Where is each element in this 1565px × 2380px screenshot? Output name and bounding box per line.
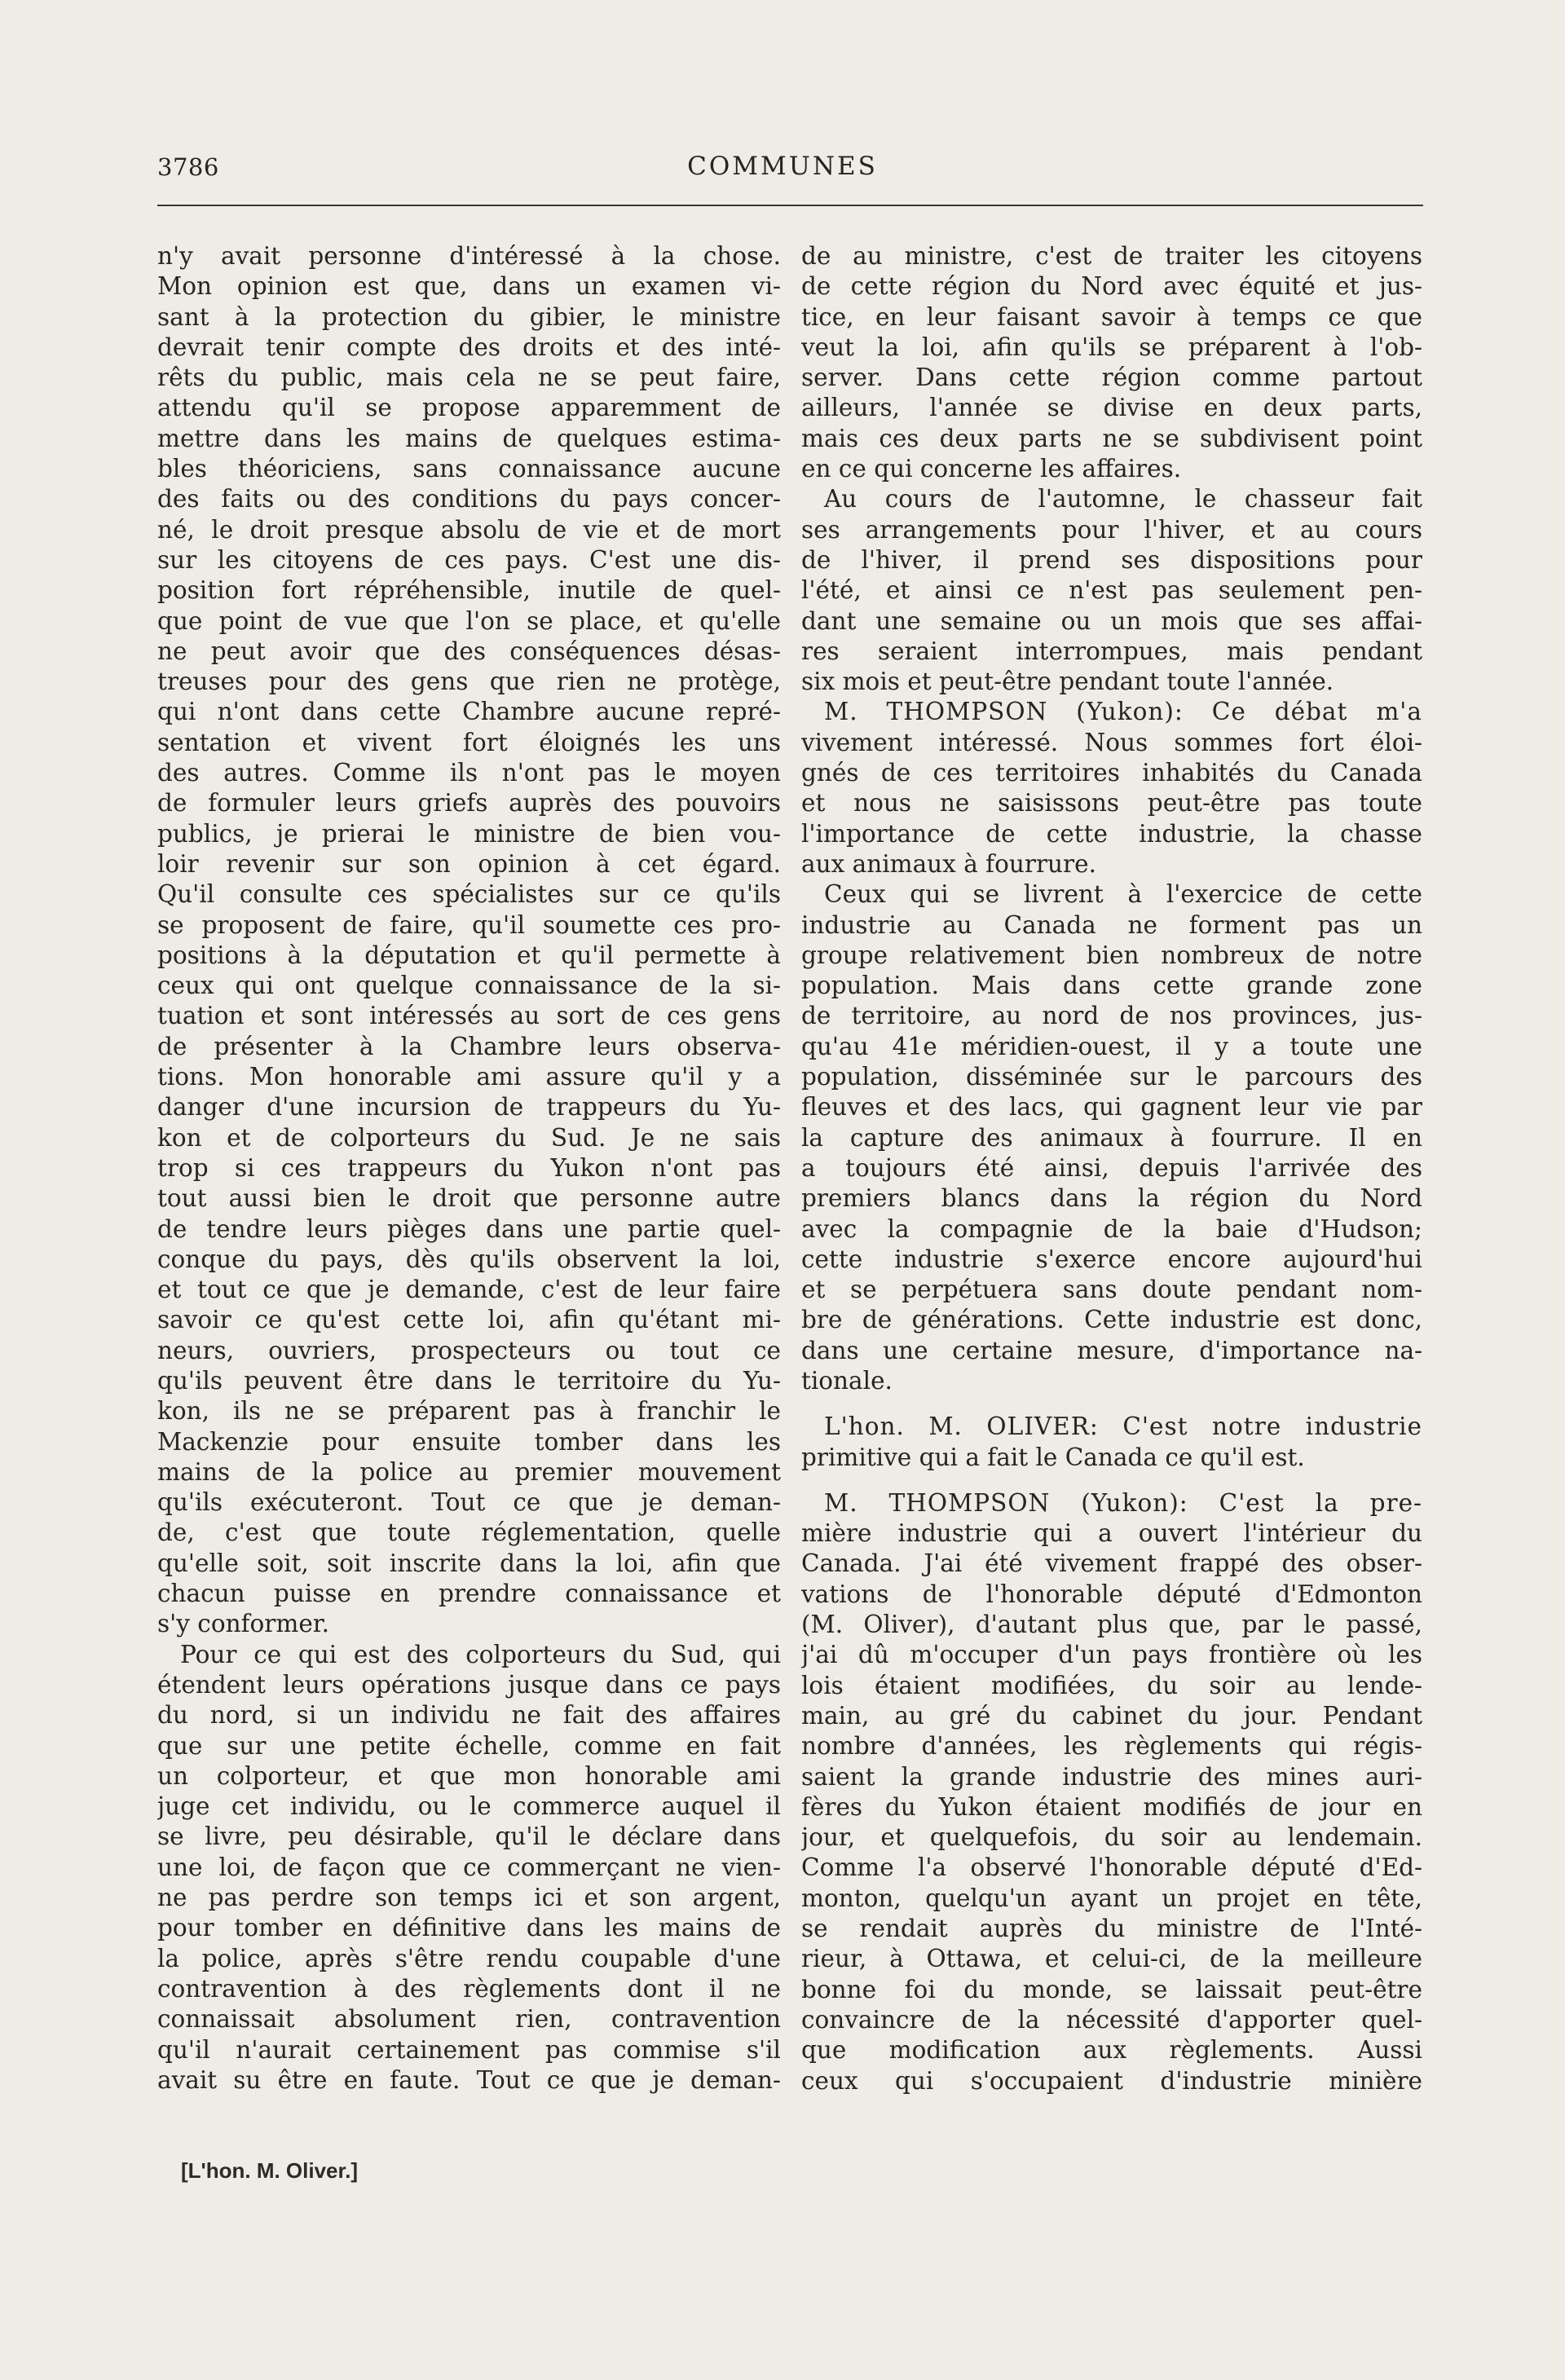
text-line: se proposent de faire, qu'il soumette ces pro-	[157, 910, 781, 939]
text-line: ceux qui ont quelque connaissance de la si-	[157, 972, 781, 1000]
text-line: sentation et vivent fort éloignés les uns	[157, 728, 781, 756]
text-line: dant une semaine ou un mois que ses affai-	[801, 606, 1422, 635]
text-line: bre de générations. Cette industrie est donc,	[801, 1306, 1422, 1334]
text-line: que point de vue que l'on se place, et qu'elle	[157, 606, 781, 635]
right-column	[801, 241, 1422, 2096]
text-line: lois étaient modifiées, du soir au lende-	[801, 1671, 1422, 1699]
text-line: ses arrangements pour l'hiver, et au cours	[801, 515, 1422, 544]
text-line: (M. Oliver), d'autant plus que, par le passé,	[801, 1611, 1422, 1639]
text-line: tionale.	[801, 1366, 893, 1395]
text-line: vations de l'honorable député d'Edmonton	[801, 1580, 1422, 1608]
text-line: l'importance de cette industrie, la chasse	[801, 819, 1422, 848]
text-line: Qu'il consulte ces spécialistes sur ce qu'ils	[157, 880, 781, 909]
text-line: qu'ils exécuteront. Tout ce que je deman-	[157, 1488, 781, 1517]
text-line: mière industrie qui a ouvert l'intérieur du	[801, 1519, 1422, 1548]
text-line: juge cet individu, ou le commerce auquel il	[157, 1792, 781, 1821]
text-line: a toujours été ainsi, depuis l'arrivée des	[801, 1153, 1422, 1182]
text-line: tout aussi bien le droit que personne autre	[157, 1184, 781, 1213]
speaker-footnote: [L'hon. M. Oliver.]	[181, 2158, 359, 2183]
text-line: nombre d'années, les règlements qui régis-	[801, 1732, 1422, 1761]
text-line: une loi, de façon que ce commerçant ne vien-	[157, 1853, 781, 1881]
text-line: convaincre de la nécessité d'apporter quel-	[801, 2005, 1422, 2034]
text-line: un colporteur, et que mon honorable ami	[157, 1761, 781, 1790]
text-line: qu'elle soit, soit inscrite dans la loi, afin que	[157, 1549, 781, 1577]
speaker-line: M. THOMPSON (Yukon): C'est la pre-	[824, 1488, 1422, 1517]
text-line: né, le droit presque absolu de vie et de mort	[157, 515, 781, 544]
text-line: Pour ce qui est des colporteurs du Sud, qui	[180, 1640, 781, 1668]
text-line: Ceux qui se livrent à l'exercice de cette	[824, 880, 1422, 909]
text-line: Mackenzie pour ensuite tomber dans les	[157, 1427, 781, 1456]
text-line: position fort répréhensible, inutile de quel-	[157, 576, 781, 605]
text-line: mettre dans les mains de quelques estima-	[157, 424, 781, 452]
text-line: mais ces deux parts ne se subdivisent point	[801, 424, 1422, 452]
text-line: premiers blancs dans la région du Nord	[801, 1184, 1422, 1213]
text-line: de tendre leurs pièges dans une partie quel-	[157, 1214, 781, 1243]
text-line: Au cours de l'automne, le chasseur fait	[824, 485, 1422, 513]
text-line: étendent leurs opérations jusque dans ce pays	[157, 1670, 781, 1699]
text-line: jour, et quelquefois, du soir au lendemain.	[801, 1823, 1422, 1852]
running-header-title: COMMUNES	[687, 152, 878, 181]
header-rule	[157, 205, 1423, 206]
text-line: tice, en leur faisant savoir à temps ce que	[801, 302, 1422, 331]
text-line: cette industrie s'exerce encore aujourd'hui	[801, 1245, 1422, 1273]
text-line: trop si ces trappeurs du Yukon n'ont pas	[157, 1153, 781, 1182]
text-line: et tout ce que je demande, c'est de leur faire	[157, 1276, 781, 1304]
text-line: kon, ils ne se préparent pas à franchir le	[157, 1397, 781, 1426]
text-line: des autres. Comme ils n'ont pas le moyen	[157, 759, 781, 787]
text-line: qu'il n'aurait certainement pas commise s'il	[157, 2035, 781, 2064]
text-line: sant à la protection du gibier, le ministre	[157, 302, 781, 331]
page-number: 3786	[157, 153, 219, 181]
text-line: loir revenir sur son opinion à cet égard.	[157, 849, 781, 878]
text-line: s'y conformer.	[157, 1610, 330, 1638]
text-line: des faits ou des conditions du pays concer-	[157, 485, 781, 513]
text-line: neurs, ouvriers, prospecteurs ou tout ce	[157, 1336, 781, 1364]
text-line: la capture des animaux à fourrure. Il en	[801, 1123, 1422, 1152]
text-line: mains de la police au premier mouvement	[157, 1457, 781, 1486]
text-line: et nous ne saisissons peut-être pas toute	[801, 789, 1422, 818]
text-line: en ce qui concerne les affaires.	[801, 455, 1182, 483]
text-line: se rendait auprès du ministre de l'Inté-	[801, 1915, 1422, 1943]
text-line: devrait tenir compte des droits et des inté-	[157, 333, 781, 361]
text-line: Comme l'a observé l'honorable député d'Ed-	[801, 1853, 1422, 1882]
text-line: vivement intéressé. Nous sommes fort éloi-	[801, 728, 1422, 756]
text-line: Mon opinion est que, dans un examen vi-	[157, 272, 781, 301]
text-line: se livre, peu désirable, qu'il le déclare dans	[157, 1822, 781, 1851]
text-line: qu'ils peuvent être dans le territoire du Yu-	[157, 1366, 781, 1395]
text-line: six mois et peut-être pendant toute l'année.	[801, 668, 1334, 696]
text-line: positions à la députation et qu'il permette à	[157, 941, 781, 969]
text-line: ne pas perdre son temps ici et son argent,	[157, 1884, 781, 1912]
text-line: groupe relativement bien nombreux de notre	[801, 941, 1422, 969]
text-line: rieur, à Ottawa, et celui-ci, de la meilleure	[801, 1945, 1422, 1973]
text-line: que modification aux règlements. Aussi	[801, 2036, 1422, 2065]
text-line: ailleurs, l'année se divise en deux parts,	[801, 394, 1422, 422]
text-line: aux animaux à fourrure.	[801, 849, 1096, 878]
text-line: res seraient interrompues, mais pendant	[801, 637, 1422, 665]
text-line: kon et de colporteurs du Sud. Je ne sais	[157, 1123, 781, 1152]
text-line: population, disséminée sur le parcours des	[801, 1063, 1422, 1091]
text-line: de l'hiver, il prend ses dispositions pour	[801, 545, 1422, 574]
text-line: fères du Yukon étaient modifiés de jour en	[801, 1792, 1422, 1821]
left-column	[157, 241, 781, 2096]
text-line: monton, quelqu'un ayant un projet en tête,	[801, 1884, 1422, 1912]
text-line: de territoire, au nord de nos provinces, jus-	[801, 1002, 1422, 1030]
text-line: fleuves et des lacs, qui gagnent leur vie par	[801, 1093, 1422, 1122]
text-line: l'été, et ainsi ce n'est pas seulement pen-	[801, 576, 1422, 605]
text-line: publics, je prierai le ministre de bien vou-	[157, 819, 781, 848]
text-line: du nord, si un individu ne fait des affaires	[157, 1701, 781, 1730]
text-line: primitive qui a fait le Canada ce qu'il est.	[801, 1443, 1305, 1471]
paragraph-gap	[801, 1473, 1422, 1488]
text-line: population. Mais dans cette grande zone	[801, 972, 1422, 1000]
text-line: chacun puisse en prendre connaissance et	[157, 1580, 781, 1608]
text-line: de, c'est que toute réglementation, quelle	[157, 1518, 781, 1547]
text-line: bles théoriciens, sans connaissance aucune	[157, 455, 781, 483]
text-line: de formuler leurs griefs auprès des pouvoirs	[157, 789, 781, 818]
text-line: savoir ce qu'est cette loi, afin qu'étant mi-	[157, 1306, 781, 1334]
text-line: saient la grande industrie des mines auri-	[801, 1762, 1422, 1791]
text-line: avait su être en faute. Tout ce que je deman-	[157, 2065, 781, 2094]
text-line: avec la compagnie de la baie d'Hudson;	[801, 1214, 1422, 1243]
text-line: qu'au 41e méridien-ouest, il y a toute une	[801, 1032, 1422, 1060]
speaker-line: L'hon. M. OLIVER: C'est notre industrie	[824, 1413, 1422, 1441]
text-line: tuation et sont intéressés au sort de ces gens	[157, 1002, 781, 1030]
text-line: attendu qu'il se propose apparemment de	[157, 394, 781, 422]
text-line: n'y avait personne d'intéressé à la chose.	[157, 242, 781, 270]
text-line: ne peut avoir que des conséquences désas-	[157, 637, 781, 665]
text-line: de au ministre, c'est de traiter les citoyens	[801, 242, 1422, 270]
text-line: conque du pays, dès qu'ils observent la loi,	[157, 1245, 781, 1273]
text-line: de présenter à la Chambre leurs observa-	[157, 1032, 781, 1060]
text-line: j'ai dû m'occuper d'un pays frontière où les	[801, 1641, 1422, 1669]
text-line: Canada. J'ai été vivement frappé des obser-	[801, 1549, 1422, 1578]
text-line: industrie au Canada ne forment pas un	[801, 910, 1422, 939]
text-line: dans une certaine mesure, d'importance na-	[801, 1336, 1422, 1364]
text-line: rêts du public, mais cela ne se peut faire,	[157, 364, 781, 392]
text-line: sur les citoyens de ces pays. C'est une dis-	[157, 545, 781, 574]
paragraph-gap	[801, 1396, 1422, 1412]
text-line: connaissait absolument rien, contravention	[157, 2005, 781, 2034]
text-line: et se perpétuera sans doute pendant nom-	[801, 1276, 1422, 1304]
text-line: veut la loi, afin qu'ils se préparent à l'ob-	[801, 333, 1422, 361]
text-line: tions. Mon honorable ami assure qu'il y a	[157, 1063, 781, 1091]
text-line: contravention à des règlements dont il ne	[157, 1974, 781, 2003]
text-line: bonne foi du monde, se laissait peut-être	[801, 1975, 1422, 2003]
text-line: danger d'une incursion de trappeurs du Yu-	[157, 1093, 781, 1122]
text-line: pour tomber en définitive dans les mains de	[157, 1914, 781, 1942]
speaker-line: M. THOMPSON (Yukon): Ce débat m'a	[824, 698, 1422, 726]
text-line: qui n'ont dans cette Chambre aucune repré-	[157, 698, 781, 726]
text-line: gnés de ces territoires inhabités du Canada	[801, 759, 1422, 787]
text-line: que sur une petite échelle, comme en fait	[157, 1731, 781, 1760]
text-line: server. Dans cette région comme partout	[801, 364, 1422, 392]
text-line: de cette région du Nord avec équité et jus-	[801, 272, 1422, 301]
text-line: la police, après s'être rendu coupable d'une	[157, 1944, 781, 1972]
text-line: ceux qui s'occupaient d'industrie minière	[801, 2066, 1422, 2095]
text-line: main, au gré du cabinet du jour. Pendant	[801, 1701, 1422, 1730]
text-line: treuses pour des gens que rien ne protège,	[157, 668, 781, 696]
